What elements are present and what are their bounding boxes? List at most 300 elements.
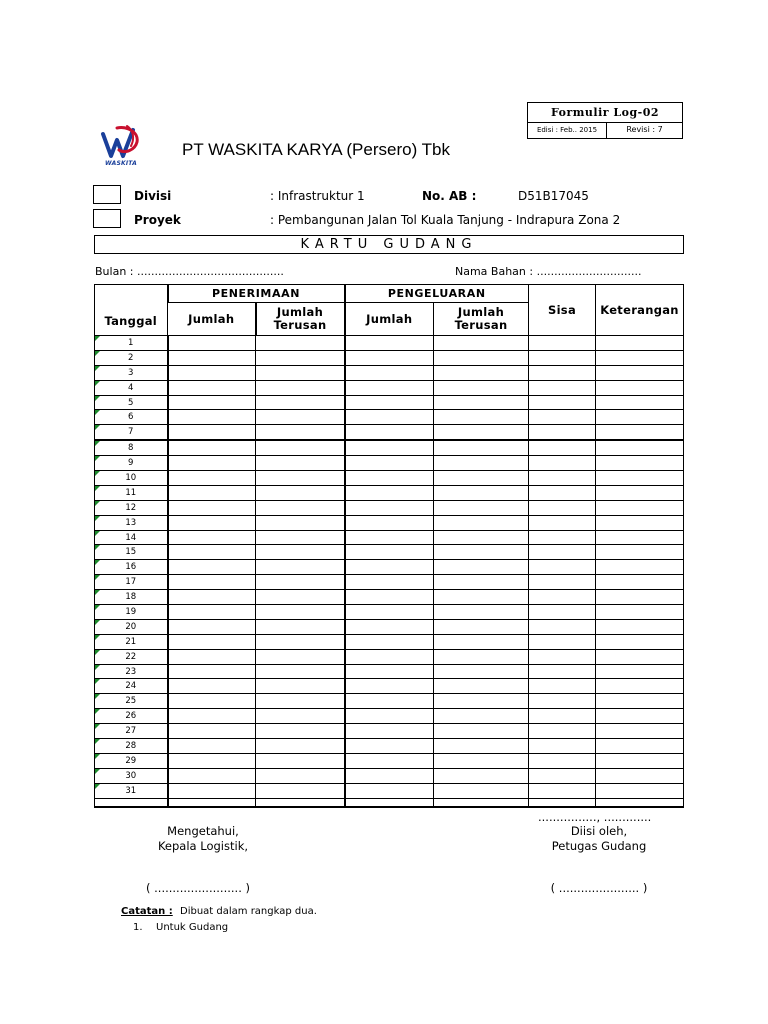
left-sign-line1: Mengetahui, [167,824,239,838]
table-row [95,560,684,575]
entry-cell[interactable] [434,395,529,410]
entry-cell[interactable] [596,724,684,739]
entry-cell[interactable] [345,515,434,530]
cell-marker-icon [95,381,100,386]
entry-cell[interactable] [596,739,684,754]
cell-marker-icon [95,739,100,744]
cell-marker-icon [95,366,100,371]
cell-marker-icon [95,545,100,550]
table-footer-row [95,798,684,807]
entry-cell[interactable] [168,590,256,605]
bulan-field[interactable]: Bulan : .......................................... [95,265,284,278]
entry-cell[interactable] [529,694,596,709]
day-number: 16 [125,562,137,573]
entry-cell[interactable] [529,575,596,590]
entry-cell[interactable] [256,768,345,783]
entry-cell[interactable] [168,783,256,798]
entry-cell[interactable] [345,739,434,754]
entry-cell[interactable] [256,425,345,440]
entry-cell[interactable] [168,768,256,783]
left-signature-name[interactable]: ( ........................ ) [145,881,251,895]
entry-cell[interactable] [596,440,684,455]
day-number: 31 [125,785,137,796]
entry-cell[interactable] [345,664,434,679]
entry-cell[interactable] [434,380,529,395]
no-ab-label: No. AB : [422,189,477,203]
entry-cell[interactable] [434,664,529,679]
table-row [95,753,684,768]
entry-cell[interactable] [345,365,434,380]
table-row [95,395,684,410]
cell-marker-icon [95,410,100,415]
entry-cell[interactable] [529,350,596,365]
entry-cell[interactable] [596,560,684,575]
day-cell [95,440,168,455]
entry-cell[interactable] [256,634,345,649]
entry-cell[interactable] [434,560,529,575]
entry-cell[interactable] [529,456,596,471]
cell-marker-icon [95,351,100,356]
cell-marker-icon [95,471,100,476]
divisi-label: Divisi [134,189,172,203]
entry-cell[interactable] [529,425,596,440]
entry-cell[interactable] [434,410,529,425]
entry-cell[interactable] [256,515,345,530]
entry-cell[interactable] [596,425,684,440]
entry-cell[interactable] [345,768,434,783]
entry-cell[interactable] [345,545,434,560]
entry-cell[interactable] [529,485,596,500]
entry-cell[interactable] [168,694,256,709]
right-signature-name[interactable]: ( ...................... ) [550,881,648,895]
waskita-logo-icon [97,124,143,164]
entry-cell[interactable] [256,456,345,471]
entry-cell[interactable] [434,500,529,515]
entry-cell[interactable] [434,471,529,486]
entry-cell[interactable] [434,336,529,351]
form-edition: Edisi : Feb.. 2015 [528,122,607,138]
cell-marker-icon [95,425,100,430]
cell-marker-icon [95,650,100,655]
entry-cell[interactable] [345,783,434,798]
entry-cell[interactable] [596,575,684,590]
table-row [95,545,684,560]
entry-cell[interactable] [529,515,596,530]
entry-cell[interactable] [596,380,684,395]
day-number: 20 [125,621,137,632]
entry-cell[interactable] [434,724,529,739]
entry-cell[interactable] [345,440,434,455]
entry-cell[interactable] [345,694,434,709]
entry-cell[interactable] [168,365,256,380]
entry-cell[interactable] [596,336,684,351]
entry-cell[interactable] [596,619,684,634]
cell-marker-icon [95,531,100,536]
company-name: PT WASKITA KARYA (Persero) Tbk [182,140,450,159]
entry-cell[interactable] [256,380,345,395]
entry-cell[interactable] [529,724,596,739]
entry-cell[interactable] [345,679,434,694]
entry-cell[interactable] [529,739,596,754]
entry-cell[interactable] [529,530,596,545]
notes-item-number: 1. [133,922,143,933]
entry-cell[interactable] [168,485,256,500]
entry-cell[interactable] [434,485,529,500]
entry-cell[interactable] [256,545,345,560]
no-ab-value: D51B17045 [518,189,589,203]
table-row [95,679,684,694]
entry-cell[interactable] [168,456,256,471]
entry-cell[interactable] [596,485,684,500]
day-cell [95,545,168,560]
footer-cell [168,798,256,807]
entry-cell[interactable] [434,440,529,455]
footer-cell [256,798,345,807]
entry-cell[interactable] [168,545,256,560]
cell-marker-icon [95,679,100,684]
entry-cell[interactable] [434,365,529,380]
day-number: 28 [125,740,137,751]
day-cell [95,753,168,768]
cell-marker-icon [95,486,100,491]
entry-cell[interactable] [168,634,256,649]
footer-cell [529,798,596,807]
entry-cell[interactable] [168,350,256,365]
cell-marker-icon [95,501,100,506]
table-row [95,471,684,486]
entry-cell[interactable] [596,395,684,410]
entry-cell[interactable] [434,456,529,471]
header-tanggal: Tanggal [95,285,168,336]
day-number: 26 [125,711,137,722]
entry-cell[interactable] [256,724,345,739]
entry-cell[interactable] [434,619,529,634]
entry-cell[interactable] [596,530,684,545]
cell-marker-icon [95,694,100,699]
entry-cell[interactable] [256,440,345,455]
entry-cell[interactable] [168,515,256,530]
entry-cell[interactable] [256,485,345,500]
entry-cell[interactable] [256,605,345,620]
entry-cell[interactable] [256,783,345,798]
entry-cell[interactable] [434,425,529,440]
cell-marker-icon [95,754,100,759]
table-row [95,380,684,395]
entry-cell[interactable] [345,425,434,440]
nama-bahan-field[interactable]: Nama Bahan : .............................. [455,265,642,278]
entry-cell[interactable] [434,530,529,545]
entry-cell[interactable] [168,425,256,440]
header-terusan-pengeluaran: Jumlah Terusan [434,303,529,336]
entry-cell[interactable] [345,471,434,486]
entry-cell[interactable] [345,530,434,545]
entry-cell[interactable] [256,575,345,590]
entry-cell[interactable] [529,619,596,634]
entry-cell[interactable] [596,679,684,694]
entry-cell[interactable] [529,634,596,649]
cell-marker-icon [95,665,100,670]
entry-cell[interactable] [596,753,684,768]
entry-cell[interactable] [434,694,529,709]
entry-cell[interactable] [529,380,596,395]
entry-cell[interactable] [596,605,684,620]
notes-label: Catatan : [121,906,173,917]
entry-cell[interactable] [345,500,434,515]
entry-cell[interactable] [256,395,345,410]
entry-cell[interactable] [596,456,684,471]
entry-cell[interactable] [434,575,529,590]
entry-cell[interactable] [168,679,256,694]
entry-cell[interactable] [345,456,434,471]
entry-cell[interactable] [529,560,596,575]
entry-cell[interactable] [345,649,434,664]
day-cell [95,694,168,709]
day-number: 18 [125,592,137,603]
table-row [95,724,684,739]
table-row [95,768,684,783]
entry-cell[interactable] [434,768,529,783]
entry-cell[interactable] [529,471,596,486]
table-row [95,485,684,500]
entry-cell[interactable] [434,634,529,649]
entry-cell[interactable] [434,649,529,664]
entry-cell[interactable] [168,560,256,575]
entry-cell[interactable] [529,783,596,798]
table-row [95,739,684,754]
entry-cell[interactable] [168,709,256,724]
table-row [95,440,684,455]
entry-cell[interactable] [529,395,596,410]
entry-cell[interactable] [345,575,434,590]
day-number: 30 [125,770,137,781]
day-number: 5 [128,397,134,408]
day-number: 12 [125,502,137,513]
cell-marker-icon [95,784,100,789]
header-jumlah-penerimaan: Jumlah [168,303,256,336]
cell-marker-icon [95,709,100,714]
entry-cell[interactable] [345,619,434,634]
day-number: 11 [125,487,137,498]
proyek-checkbox[interactable] [93,209,121,228]
entry-cell[interactable] [168,605,256,620]
entry-cell[interactable] [596,500,684,515]
entry-cell[interactable] [256,694,345,709]
entry-cell[interactable] [596,545,684,560]
day-cell [95,590,168,605]
entry-cell[interactable] [529,590,596,605]
day-cell [95,380,168,395]
entry-cell[interactable] [256,530,345,545]
entry-cell[interactable] [256,590,345,605]
day-cell [95,485,168,500]
header-pengeluaran: PENGELUARAN [345,285,529,303]
entry-cell[interactable] [345,380,434,395]
entry-cell[interactable] [168,440,256,455]
entry-cell[interactable] [529,605,596,620]
entry-cell[interactable] [168,410,256,425]
day-cell [95,410,168,425]
entry-cell[interactable] [168,619,256,634]
entry-cell[interactable] [168,575,256,590]
header-sisa: Sisa [529,285,596,336]
entry-cell[interactable] [596,634,684,649]
entry-cell[interactable] [529,649,596,664]
entry-cell[interactable] [168,380,256,395]
cell-marker-icon [95,396,100,401]
entry-cell[interactable] [434,753,529,768]
table-row [95,619,684,634]
entry-cell[interactable] [345,590,434,605]
day-number: 27 [125,726,137,737]
table-row [95,456,684,471]
day-cell [95,724,168,739]
entry-cell[interactable] [434,515,529,530]
entry-cell[interactable] [529,440,596,455]
header-keterangan: Keterangan [596,285,684,336]
entry-cell[interactable] [529,410,596,425]
day-cell [95,709,168,724]
entry-cell[interactable] [256,471,345,486]
table-row [95,694,684,709]
entry-cell[interactable] [168,395,256,410]
entry-cell[interactable] [434,590,529,605]
entry-cell[interactable] [345,410,434,425]
entry-cell[interactable] [434,783,529,798]
footer-cell [95,798,168,807]
entry-cell[interactable] [434,605,529,620]
day-number: 29 [125,755,137,766]
entry-cell[interactable] [529,709,596,724]
entry-cell[interactable] [434,679,529,694]
day-cell [95,560,168,575]
day-number: 7 [128,427,134,438]
divisi-checkbox[interactable] [93,185,121,204]
entry-cell[interactable] [345,709,434,724]
header-penerimaan: PENERIMAAN [168,285,345,303]
entry-cell[interactable] [529,500,596,515]
entry-cell[interactable] [345,560,434,575]
entry-cell[interactable] [345,724,434,739]
day-number: 25 [125,696,137,707]
entry-cell[interactable] [434,545,529,560]
table-row [95,410,684,425]
table-row [95,649,684,664]
cell-marker-icon [95,336,100,341]
entry-cell[interactable] [596,694,684,709]
day-cell [95,739,168,754]
entry-cell[interactable] [256,365,345,380]
divisi-value: : Infrastruktur 1 [270,189,365,203]
entry-cell[interactable] [596,664,684,679]
entry-cell[interactable] [256,739,345,754]
day-cell [95,664,168,679]
table-row [95,365,684,380]
entry-cell[interactable] [596,410,684,425]
entry-cell[interactable] [596,709,684,724]
entry-cell[interactable] [256,336,345,351]
footer-cell [434,798,529,807]
entry-cell[interactable] [434,709,529,724]
entry-cell[interactable] [256,679,345,694]
entry-cell[interactable] [596,590,684,605]
document-title: KARTU GUDANG [94,235,684,254]
entry-cell[interactable] [256,664,345,679]
day-cell [95,500,168,515]
footer-cell [596,798,684,807]
table-row [95,530,684,545]
entry-cell[interactable] [345,753,434,768]
entry-cell[interactable] [529,768,596,783]
table-row [95,425,684,440]
left-sign-line2: Kepala Logistik, [157,839,249,853]
logo-wordmark: WASKITA [105,160,137,167]
entry-cell[interactable] [596,350,684,365]
day-cell [95,649,168,664]
entry-cell[interactable] [345,336,434,351]
sign-date-line[interactable]: ................, ............. [538,810,652,824]
day-number: 21 [125,636,137,647]
entry-cell[interactable] [434,350,529,365]
entry-cell[interactable] [168,336,256,351]
entry-cell[interactable] [256,410,345,425]
entry-cell[interactable] [345,350,434,365]
day-number: 4 [128,382,134,393]
entry-cell[interactable] [168,530,256,545]
form-code-box [527,102,683,139]
day-number: 17 [125,577,137,588]
entry-cell[interactable] [168,664,256,679]
entry-cell[interactable] [345,395,434,410]
entry-cell[interactable] [168,739,256,754]
entry-cell[interactable] [596,768,684,783]
entry-cell[interactable] [168,724,256,739]
entry-cell[interactable] [168,471,256,486]
entry-cell[interactable] [168,649,256,664]
entry-cell[interactable] [596,515,684,530]
entry-cell[interactable] [596,365,684,380]
entry-cell[interactable] [168,500,256,515]
entry-cell[interactable] [529,664,596,679]
entry-cell[interactable] [529,336,596,351]
entry-cell[interactable] [529,545,596,560]
entry-cell[interactable] [596,649,684,664]
day-cell [95,679,168,694]
entry-cell[interactable] [596,783,684,798]
entry-cell[interactable] [529,679,596,694]
stock-card-table [94,284,684,808]
entry-cell[interactable] [256,709,345,724]
entry-cell[interactable] [345,485,434,500]
entry-cell[interactable] [596,471,684,486]
entry-cell[interactable] [529,365,596,380]
entry-cell[interactable] [256,619,345,634]
day-number: 24 [125,681,137,692]
entry-cell[interactable] [168,753,256,768]
day-cell [95,605,168,620]
day-cell [95,350,168,365]
entry-cell[interactable] [345,634,434,649]
entry-cell[interactable] [256,649,345,664]
cell-marker-icon [95,441,100,446]
table-row [95,664,684,679]
entry-cell[interactable] [256,560,345,575]
entry-cell[interactable] [256,753,345,768]
entry-cell[interactable] [529,753,596,768]
entry-cell[interactable] [256,350,345,365]
entry-cell[interactable] [256,500,345,515]
entry-cell[interactable] [434,739,529,754]
entry-cell[interactable] [345,605,434,620]
